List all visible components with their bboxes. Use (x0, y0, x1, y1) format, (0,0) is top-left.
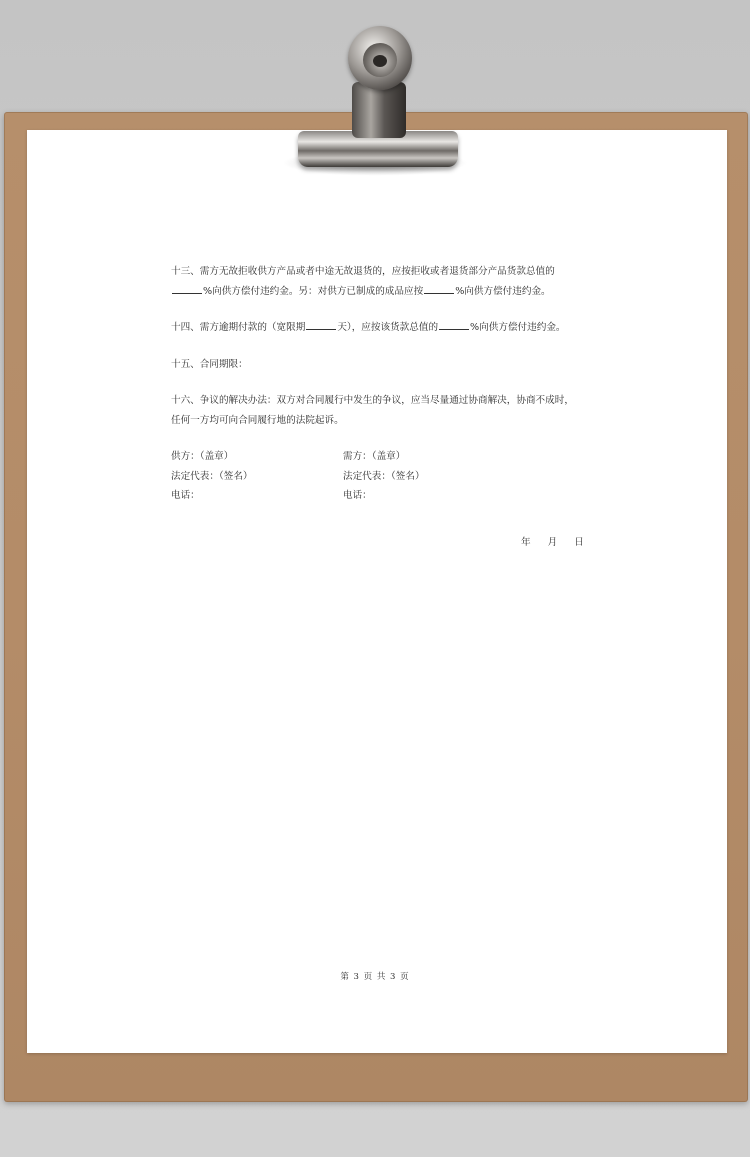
clause-14-text-c: %向供方偿付违约金。 (470, 322, 566, 333)
clause-15: 十五、合同期限： (171, 358, 248, 370)
signature-row-phone (171, 486, 583, 506)
signature-row-stamp (171, 447, 583, 467)
clause-14 (171, 318, 583, 338)
clause-14-text-b: 天），应按该货款总值的 (337, 322, 439, 333)
clause-13-line-1: 十三、需方无故拒收供方产品或者中途无故退货的，应按拒收或者退货部分产品货款总值的 (171, 266, 555, 277)
signature-row-rep (171, 467, 583, 487)
page-footer: 第 3 页 共 3 页 (340, 972, 410, 982)
buyer-stamp: 需方：（盖章） (343, 451, 406, 462)
clause-13-text-a: %向供方偿付违约金。另：对供方已制成的成品应按 (203, 285, 424, 297)
clause-13-line-2 (171, 282, 583, 302)
clause-14-text-a: 十四、需方逾期付款的（宽限期 (171, 322, 306, 333)
fill-blank (424, 283, 454, 294)
clause-16-line-2: 任何一方均可向合同履行地的法院起诉。 (171, 414, 344, 426)
fill-blank (172, 283, 202, 294)
buyer-phone: 电话： (343, 490, 372, 501)
fill-blank (306, 319, 336, 330)
buyer-rep: 法定代表：（签名） (343, 470, 425, 482)
clip-arm (352, 82, 406, 138)
date-line: 年 月 日 (521, 537, 584, 548)
contract-body (171, 262, 583, 506)
clause-16-line-1: 十六、争议的解决办法：双方对合同履行中发生的争议，应当尽量通过协商解决，协商不成时， (171, 395, 574, 406)
supplier-rep: 法定代表：（签名） (171, 470, 253, 482)
fill-blank (439, 319, 469, 330)
clause-13-text-b: %向供方偿付违约金。 (455, 285, 551, 297)
clip-hole (373, 55, 387, 67)
supplier-stamp: 供方：（盖章） (171, 451, 234, 462)
supplier-phone: 电话： (171, 490, 200, 501)
